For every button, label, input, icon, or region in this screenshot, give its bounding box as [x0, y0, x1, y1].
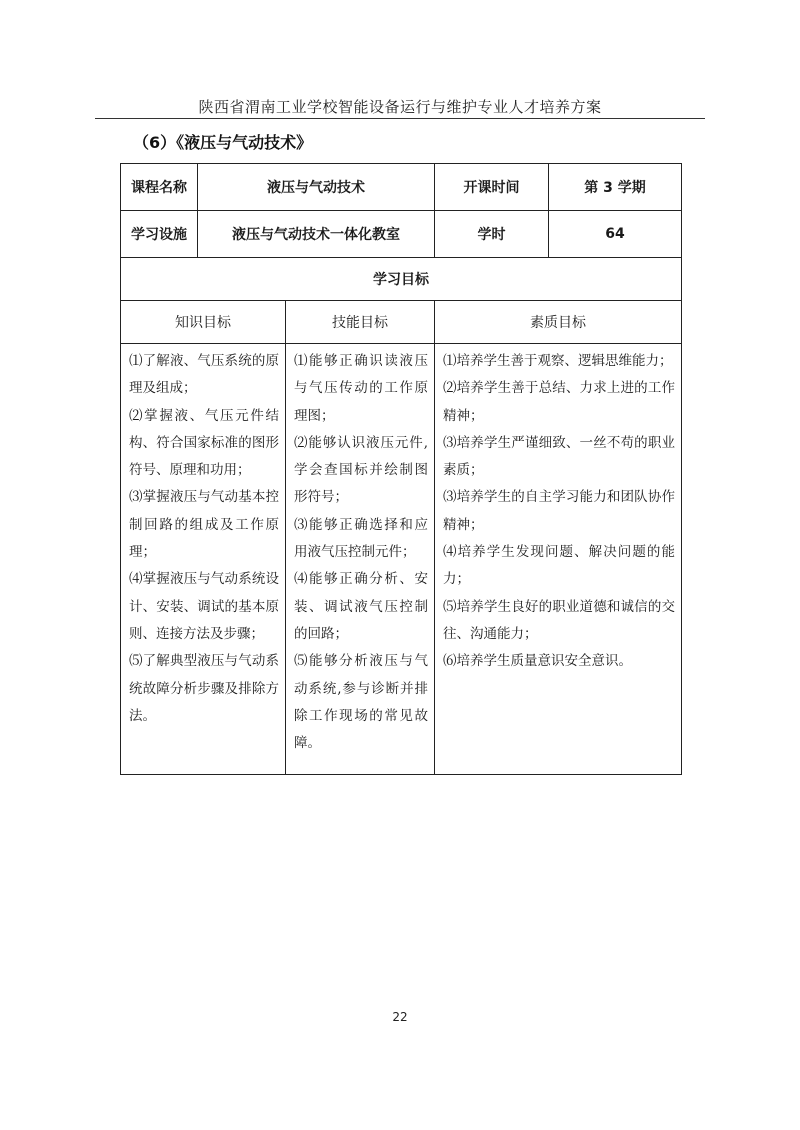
hours-value: 64 — [549, 211, 682, 258]
skill-goal-item: ⑶能够正确选择和应用液气压控制元件； — [294, 516, 428, 561]
skill-goal-item: ⑵能够认识液压元件,学会查国标并绘制图形符号； — [294, 434, 428, 506]
course-table — [120, 163, 682, 775]
quality-goal-item: ⑶培养学生严谨细致、一丝不苟的职业素质； — [443, 434, 675, 479]
skill-goal-item: ⑴能够正确识读液压与气压传动的工作原理图； — [294, 353, 428, 424]
goals-body-row — [121, 344, 682, 775]
quality-goal-item: ⑵培养学生善于总结、力求上进的工作精神； — [443, 380, 675, 424]
goals-column-header-row — [121, 301, 682, 344]
skill-goal-item: ⑸能够分析液压与气动系统,参与诊断并排除工作现场的常见故障。 — [294, 653, 428, 752]
start-time-value: 第 3 学期 — [549, 164, 682, 211]
hours-label: 学时 — [435, 211, 549, 258]
skill-goals-header: 技能目标 — [286, 301, 435, 344]
knowledge-goals-cell — [121, 344, 286, 775]
quality-goal-item: ⑴培养学生善于观察、逻辑思维能力； — [443, 353, 673, 369]
page-number: 22 — [392, 1010, 408, 1024]
facility-value: 液压与气动技术一体化教室 — [198, 211, 435, 258]
start-time-label: 开课时间 — [435, 164, 549, 211]
knowledge-goal-item: ⑴了解液、气压系统的原理及组成； — [129, 353, 279, 397]
section-title: （6）《液压与气动技术》 — [133, 133, 313, 152]
goals-title: 学习目标 — [121, 258, 682, 301]
facility-label: 学习设施 — [121, 211, 198, 258]
quality-goal-item: ⑶培养学生的自主学习能力和团队协作精神； — [443, 489, 675, 533]
knowledge-goal-item: ⑸了解典型液压与气动系统故障分析步骤及排除方法。 — [129, 653, 279, 724]
quality-goal-item: ⑷培养学生发现问题、解决问题的能力； — [443, 544, 675, 588]
knowledge-goals-header: 知识目标 — [121, 301, 286, 344]
knowledge-goal-item: ⑶掌握液压与气动基本控制回路的组成及工作原理； — [129, 489, 279, 561]
quality-goals-cell — [435, 344, 682, 775]
knowledge-goal-item: ⑵掌握液、气压元件结构、符合国家标准的图形符号、原理和功用； — [129, 407, 279, 479]
quality-goal-item: ⑹培养学生质量意识安全意识。 — [443, 653, 632, 670]
course-name-value: 液压与气动技术 — [198, 164, 435, 211]
facility-row — [121, 211, 682, 258]
header-divider — [95, 118, 705, 119]
quality-goals-header: 素质目标 — [435, 301, 682, 344]
page-header-title: 陕西省渭南工业学校智能设备运行与维护专业人才培养方案 — [198, 98, 602, 116]
course-name-label: 课程名称 — [121, 164, 198, 211]
skill-goals-cell — [286, 344, 435, 775]
knowledge-goal-item: ⑷掌握液压与气动系统设计、安装、调试的基本原则、连接方法及步骤； — [129, 571, 279, 642]
course-name-row — [121, 164, 682, 211]
skill-goal-item: ⑷能够正确分析、安装、调试液气压控制的回路； — [294, 571, 428, 642]
goals-title-row — [121, 258, 682, 301]
quality-goal-item: ⑸培养学生良好的职业道德和诚信的交往、沟通能力； — [443, 598, 675, 642]
